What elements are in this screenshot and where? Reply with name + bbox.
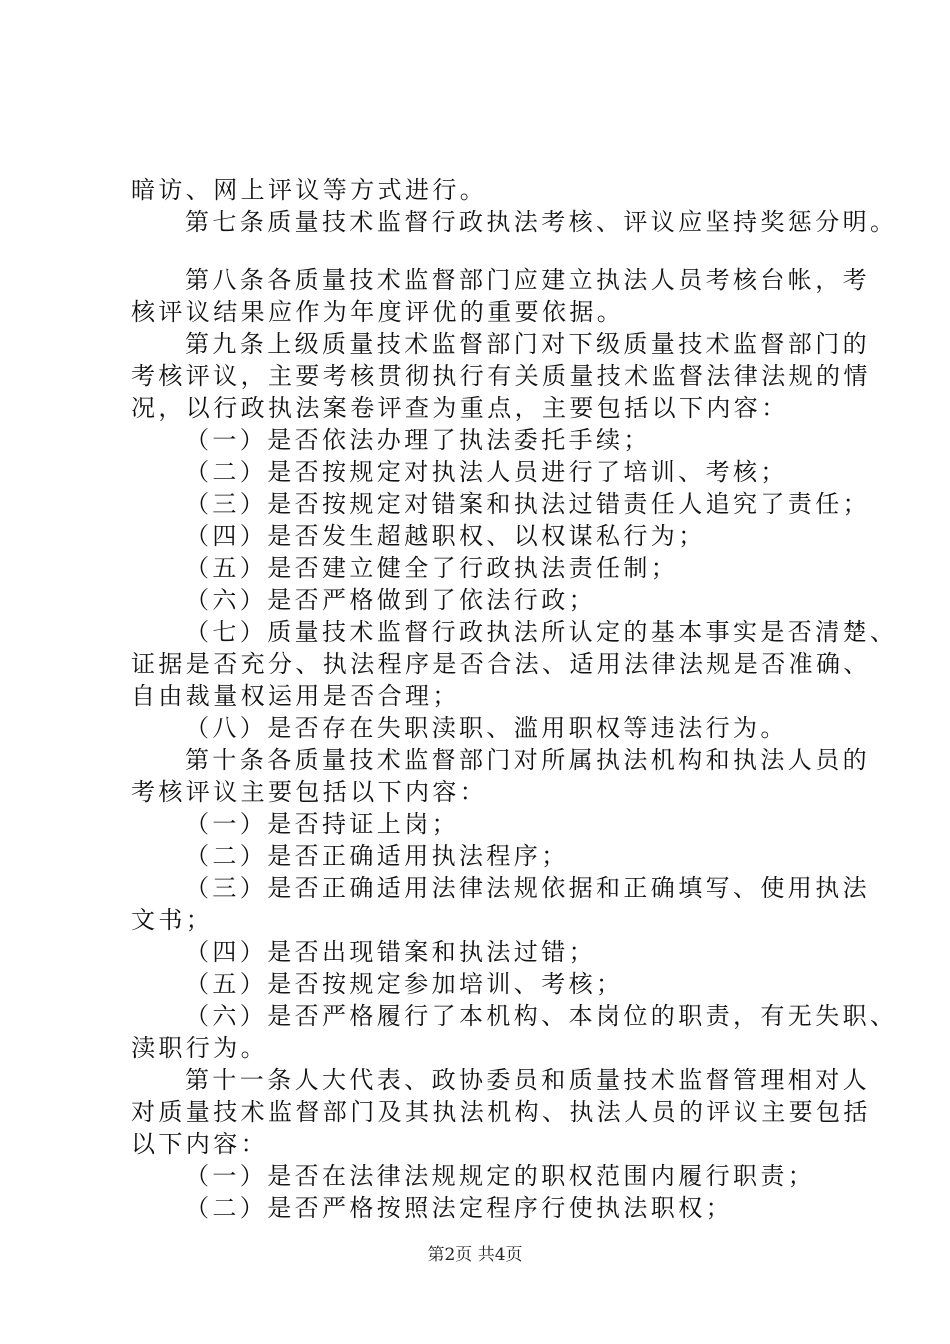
article-8: 第八条各质量技术监督部门应建立执法人员考核台帐，考: [185, 266, 870, 294]
text-line: 对质量技术监督部门及其执法机构、执法人员的评议主要包括: [131, 1098, 871, 1126]
text-line: 考核评议，主要考核贯彻执行有关质量技术监督法律法规的情: [131, 362, 871, 390]
paragraph-gap: [131, 238, 851, 264]
text-line: 暗访、网上评议等方式进行。: [131, 176, 488, 204]
text-line: 考核评议主要包括以下内容：: [131, 778, 488, 806]
text-line: 证据是否充分、执法程序是否合法、适用法律法规是否准确、: [131, 650, 871, 678]
list-item: （一）是否依法办理了执法委托手续；: [185, 426, 651, 454]
list-item: （二）是否正确适用执法程序；: [185, 842, 569, 870]
text-line: 况，以行政执法案卷评查为重点，主要包括以下内容：: [131, 394, 789, 422]
list-item: （六）是否严格履行了本机构、本岗位的职责，有无失职、: [185, 1002, 898, 1030]
article-9: 第九条上级质量技术监督部门对下级质量技术监督部门的: [185, 330, 870, 358]
list-item: （五）是否建立健全了行政执法责任制；: [185, 554, 679, 582]
document-body: [131, 174, 898, 1224]
text-line: 文书；: [131, 906, 214, 934]
list-item: （二）是否严格按照法定程序行使执法职权；: [185, 1194, 733, 1222]
text-line: 核评议结果应作为年度评优的重要依据。: [131, 298, 625, 326]
list-item: （六）是否严格做到了依法行政；: [185, 586, 596, 614]
list-item: （七）质量技术监督行政执法所认定的基本事实是否清楚、: [185, 618, 898, 646]
list-item: （八）是否存在失职渎职、滥用职权等违法行为。: [185, 714, 788, 742]
text-line: 渎职行为。: [131, 1034, 268, 1062]
article-7: 第七条质量技术监督行政执法考核、评议应坚持奖惩分明。: [185, 208, 898, 236]
list-item: （一）是否持证上岗；: [185, 810, 459, 838]
list-item: （五）是否按规定参加培训、考核；: [185, 970, 624, 998]
article-11: 第十一条人大代表、政协委员和质量技术监督管理相对人: [185, 1066, 870, 1094]
list-item: （三）是否按规定对错案和执法过错责任人追究了责任；: [185, 490, 870, 518]
list-item: （四）是否发生超越职权、以权谋私行为；: [185, 522, 706, 550]
list-item: （四）是否出现错案和执法过错；: [185, 938, 596, 966]
list-item: （二）是否按规定对执法人员进行了培训、考核；: [185, 458, 788, 486]
list-item: （一）是否在法律法规规定的职权范围内履行职责；: [185, 1162, 816, 1190]
page-number: 第2页 共4页: [427, 1245, 523, 1265]
article-10: 第十条各质量技术监督部门对所属执法机构和执法人员的: [185, 746, 870, 774]
text-line: 自由裁量权运用是否合理；: [131, 682, 460, 710]
text-line: 以下内容：: [131, 1130, 268, 1158]
list-item: （三）是否正确适用法律法规依据和正确填写、使用执法: [185, 874, 870, 902]
